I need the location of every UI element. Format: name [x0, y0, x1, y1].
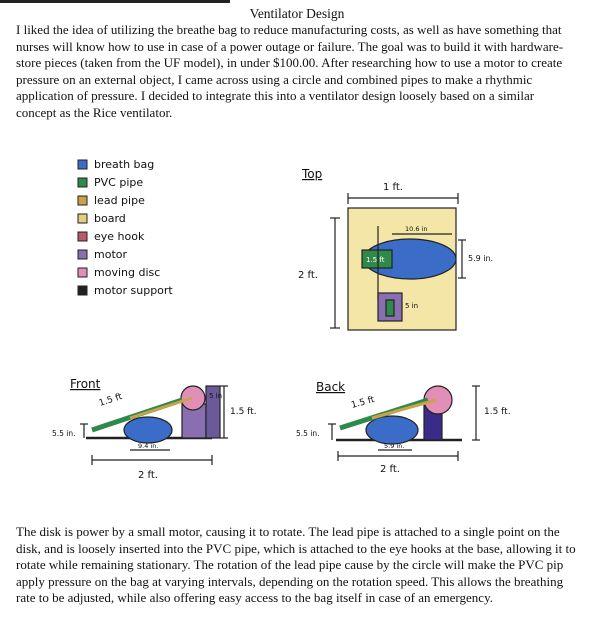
legend: [78, 158, 173, 297]
legend-swatch: [78, 286, 87, 295]
back-view-heading: Back: [316, 380, 346, 394]
top-motor-label: 5 in: [405, 302, 419, 310]
page-top-rule: [0, 0, 230, 3]
legend-label: PVC pipe: [94, 176, 144, 189]
legend-swatch: [78, 232, 87, 241]
legend-label: moving disc: [94, 266, 161, 279]
legend-label: motor support: [94, 284, 173, 297]
front-bag-label: 9.4 in.: [138, 442, 159, 450]
legend-label: lead pipe: [94, 194, 145, 207]
back-height-label: 5.5 in.: [296, 429, 320, 438]
front-motor-label: 5 in: [209, 392, 223, 400]
back-view: [296, 380, 511, 475]
front-height-label: 5.5 in.: [52, 429, 76, 438]
front-moving-disc: [181, 386, 205, 410]
back-height2-label: 1.5 ft.: [484, 407, 511, 417]
front-view-heading: Front: [70, 377, 101, 391]
legend-label: board: [94, 212, 126, 225]
top-bag-len-label: 10.6 in: [405, 225, 428, 233]
top-pvc-label: 1.5 ft: [366, 256, 385, 264]
back-breath-bag: [366, 416, 418, 444]
legend-swatch: [78, 214, 87, 223]
front-view: [52, 377, 257, 481]
legend-swatch: [78, 268, 87, 277]
front-width-label: 2 ft.: [138, 470, 158, 481]
top-length-label: 2 ft.: [298, 270, 318, 281]
legend-label: motor: [94, 248, 128, 261]
legend-swatch: [78, 196, 87, 205]
legend-label: eye hook: [94, 230, 145, 243]
legend-label: breath bag: [94, 158, 155, 171]
top-view-heading: Top: [302, 167, 323, 181]
back-width-label: 2 ft.: [380, 464, 400, 475]
description-paragraph: The disk is power by a small motor, causing it to rotate. The lead pipe is attached to a single point on the disk, and is loosely inserted into the PVC pipe, which is attached to the eye hooks at the base, allowing it to rotate while remaining stationary. The rotation of the lead pipe cause by the circle will make the PVC pip apply pressure on the bag at varying intervals, depending on the rotation speed. This allows the breathing rate to be adjusted, while also offering easy access to the bag itself in case of an emergency.: [16, 524, 576, 606]
top-bag-width-label: 5.9 in.: [468, 254, 494, 263]
intro-paragraph: I liked the idea of utilizing the breathe bag to reduce manufacturing costs, as well as have something that nurses will know how to use in case of a power outage or failure. The goal was to build it with hardware-store pieces (taken from the UF model), in under $100.00. After researching how to use a motor to create pressure on an external object, I came across using a circle and combined pipes to make a rhythmic application of pressure. I decided to integrate this into a ventilator design loosely based on a similar concept as the Rice ventilator.: [16, 22, 564, 120]
front-pipe-label: 1.5 ft: [97, 392, 124, 409]
legend-swatch: [78, 160, 87, 169]
legend-swatch: [78, 250, 87, 259]
legend-swatch: [78, 178, 87, 187]
top-width-label: 1 ft.: [383, 182, 403, 193]
front-breath-bag: [124, 417, 172, 443]
page-title: Ventilator Design: [249, 6, 345, 21]
top-view: [298, 167, 493, 330]
front-height2-label: 1.5 ft.: [230, 407, 257, 417]
back-pipe-label: 1.5 ft: [350, 395, 376, 411]
back-moving-disc: [424, 386, 452, 414]
design-sketch: [0, 138, 594, 520]
back-bag-label: 5.9 in.: [384, 442, 405, 450]
